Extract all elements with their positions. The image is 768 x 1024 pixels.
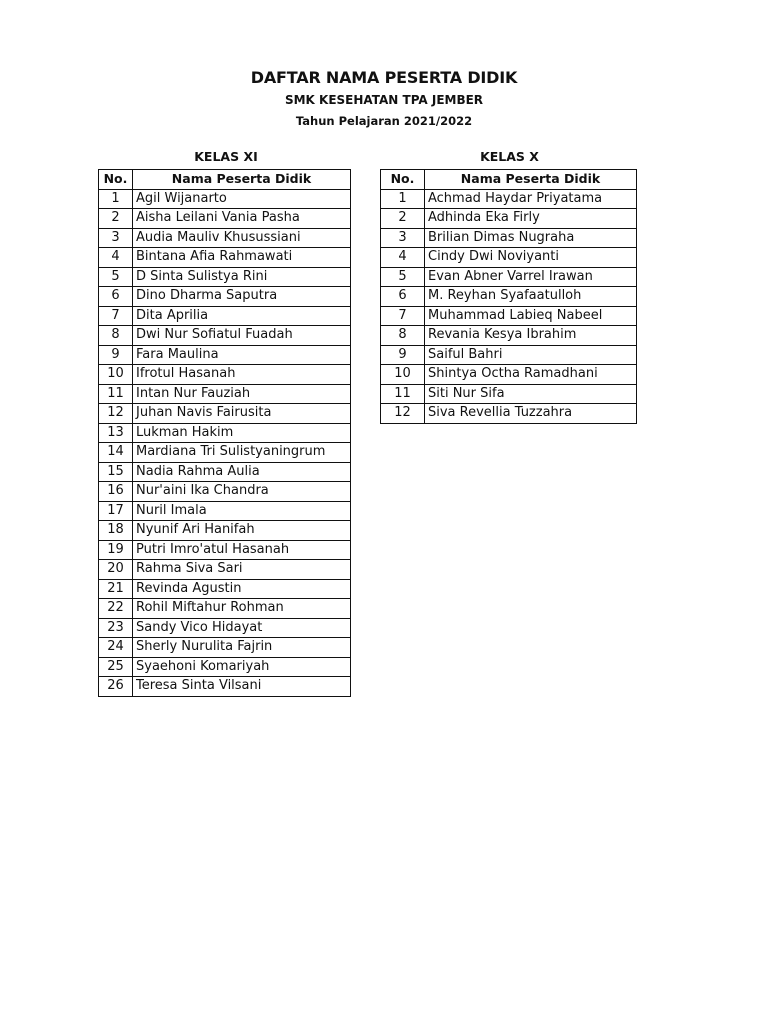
row-number: 16 bbox=[99, 482, 133, 502]
table-row bbox=[99, 423, 351, 443]
table-row bbox=[99, 540, 351, 560]
row-number: 2 bbox=[99, 209, 133, 229]
row-number: 11 bbox=[99, 384, 133, 404]
kelas-x-rows bbox=[381, 189, 637, 423]
row-number: 10 bbox=[381, 365, 425, 385]
column-header-name: Nama Peserta Didik bbox=[133, 170, 351, 190]
row-number: 9 bbox=[99, 345, 133, 365]
student-name: D Sinta Sulistya Rini bbox=[133, 267, 351, 287]
row-number: 21 bbox=[99, 579, 133, 599]
student-name: Juhan Navis Fairusita bbox=[133, 404, 351, 424]
student-name: M. Reyhan Syafaatulloh bbox=[425, 287, 637, 307]
kelas-x-heading: KELAS X bbox=[480, 149, 539, 164]
table-row bbox=[381, 404, 637, 424]
student-name: Achmad Haydar Priyatama bbox=[425, 189, 637, 209]
column-header-no: No. bbox=[99, 170, 133, 190]
table-row bbox=[99, 326, 351, 346]
student-name: Intan Nur Fauziah bbox=[133, 384, 351, 404]
student-name: Shintya Octha Ramadhani bbox=[425, 365, 637, 385]
table-row bbox=[99, 228, 351, 248]
student-name: Bintana Afia Rahmawati bbox=[133, 248, 351, 268]
table-row bbox=[99, 404, 351, 424]
row-number: 5 bbox=[99, 267, 133, 287]
row-number: 12 bbox=[381, 404, 425, 424]
student-name: Siti Nur Sifa bbox=[425, 384, 637, 404]
table-row bbox=[99, 521, 351, 541]
student-name: Rohil Miftahur Rohman bbox=[133, 599, 351, 619]
table-row bbox=[99, 677, 351, 697]
kelas-xi-rows bbox=[99, 189, 351, 696]
row-number: 1 bbox=[99, 189, 133, 209]
row-number: 24 bbox=[99, 638, 133, 658]
table-row bbox=[381, 228, 637, 248]
student-name: Aisha Leilani Vania Pasha bbox=[133, 209, 351, 229]
student-name: Revinda Agustin bbox=[133, 579, 351, 599]
table-row bbox=[99, 462, 351, 482]
row-number: 18 bbox=[99, 521, 133, 541]
row-number: 6 bbox=[381, 287, 425, 307]
table-row bbox=[99, 618, 351, 638]
row-number: 13 bbox=[99, 423, 133, 443]
table-header-row bbox=[381, 170, 637, 190]
row-number: 14 bbox=[99, 443, 133, 463]
table-row bbox=[381, 326, 637, 346]
row-number: 9 bbox=[381, 345, 425, 365]
table-row bbox=[99, 306, 351, 326]
student-name: Evan Abner Varrel Irawan bbox=[425, 267, 637, 287]
student-name: Audia Mauliv Khusussiani bbox=[133, 228, 351, 248]
row-number: 7 bbox=[381, 306, 425, 326]
student-name: Agil Wijanarto bbox=[133, 189, 351, 209]
row-number: 11 bbox=[381, 384, 425, 404]
student-name: Dita Aprilia bbox=[133, 306, 351, 326]
table-row bbox=[99, 579, 351, 599]
row-number: 17 bbox=[99, 501, 133, 521]
student-name: Siva Revellia Tuzzahra bbox=[425, 404, 637, 424]
student-name: Lukman Hakim bbox=[133, 423, 351, 443]
table-row bbox=[99, 384, 351, 404]
table-row bbox=[381, 248, 637, 268]
student-name: Nyunif Ari Hanifah bbox=[133, 521, 351, 541]
table-row bbox=[99, 657, 351, 677]
student-name: Muhammad Labieq Nabeel bbox=[425, 306, 637, 326]
document-title: DAFTAR NAMA PESERTA DIDIK bbox=[250, 68, 518, 87]
column-header-name: Nama Peserta Didik bbox=[425, 170, 637, 190]
table-row bbox=[381, 209, 637, 229]
table-row bbox=[99, 638, 351, 658]
student-name: Putri Imro'atul Hasanah bbox=[133, 540, 351, 560]
table-row bbox=[99, 345, 351, 365]
kelas-x-table bbox=[380, 169, 637, 424]
row-number: 6 bbox=[99, 287, 133, 307]
row-number: 26 bbox=[99, 677, 133, 697]
student-name: Nur'aini Ika Chandra bbox=[133, 482, 351, 502]
row-number: 19 bbox=[99, 540, 133, 560]
student-name: Brilian Dimas Nugraha bbox=[425, 228, 637, 248]
row-number: 10 bbox=[99, 365, 133, 385]
student-name: Cindy Dwi Noviyanti bbox=[425, 248, 637, 268]
table-row bbox=[381, 384, 637, 404]
table-row bbox=[99, 209, 351, 229]
student-name: Nadia Rahma Aulia bbox=[133, 462, 351, 482]
row-number: 7 bbox=[99, 306, 133, 326]
student-name: Fara Maulina bbox=[133, 345, 351, 365]
table-row bbox=[99, 267, 351, 287]
row-number: 22 bbox=[99, 599, 133, 619]
row-number: 12 bbox=[99, 404, 133, 424]
row-number: 8 bbox=[99, 326, 133, 346]
table-row bbox=[381, 365, 637, 385]
table-row bbox=[99, 443, 351, 463]
row-number: 4 bbox=[381, 248, 425, 268]
row-number: 8 bbox=[381, 326, 425, 346]
student-name: Nuril Imala bbox=[133, 501, 351, 521]
table-header-row bbox=[99, 170, 351, 190]
table-row bbox=[99, 560, 351, 580]
student-name: Ifrotul Hasanah bbox=[133, 365, 351, 385]
table-row bbox=[381, 267, 637, 287]
school-name: SMK KESEHATAN TPA JEMBER bbox=[284, 93, 484, 107]
column-header-no: No. bbox=[381, 170, 425, 190]
kelas-xi-heading: KELAS XI bbox=[194, 149, 258, 164]
table-row bbox=[99, 501, 351, 521]
academic-year: Tahun Pelajaran 2021/2022 bbox=[295, 114, 473, 128]
student-name: Sherly Nurulita Fajrin bbox=[133, 638, 351, 658]
row-number: 4 bbox=[99, 248, 133, 268]
row-number: 2 bbox=[381, 209, 425, 229]
row-number: 20 bbox=[99, 560, 133, 580]
row-number: 3 bbox=[99, 228, 133, 248]
student-name: Teresa Sinta Vilsani bbox=[133, 677, 351, 697]
student-name: Sandy Vico Hidayat bbox=[133, 618, 351, 638]
table-row bbox=[381, 189, 637, 209]
student-name: Syaehoni Komariyah bbox=[133, 657, 351, 677]
table-row bbox=[99, 287, 351, 307]
table-row bbox=[381, 287, 637, 307]
student-name: Rahma Siva Sari bbox=[133, 560, 351, 580]
row-number: 5 bbox=[381, 267, 425, 287]
table-row bbox=[381, 345, 637, 365]
table-row bbox=[99, 189, 351, 209]
kelas-xi-table bbox=[98, 169, 351, 697]
student-name: Dwi Nur Sofiatul Fuadah bbox=[133, 326, 351, 346]
row-number: 23 bbox=[99, 618, 133, 638]
table-row bbox=[381, 306, 637, 326]
student-name: Saiful Bahri bbox=[425, 345, 637, 365]
row-number: 25 bbox=[99, 657, 133, 677]
row-number: 3 bbox=[381, 228, 425, 248]
table-row bbox=[99, 482, 351, 502]
row-number: 15 bbox=[99, 462, 133, 482]
table-row bbox=[99, 365, 351, 385]
student-name: Mardiana Tri Sulistyaningrum bbox=[133, 443, 351, 463]
student-name: Dino Dharma Saputra bbox=[133, 287, 351, 307]
student-name: Adhinda Eka Firly bbox=[425, 209, 637, 229]
table-row bbox=[99, 599, 351, 619]
row-number: 1 bbox=[381, 189, 425, 209]
student-name: Revania Kesya Ibrahim bbox=[425, 326, 637, 346]
table-row bbox=[99, 248, 351, 268]
